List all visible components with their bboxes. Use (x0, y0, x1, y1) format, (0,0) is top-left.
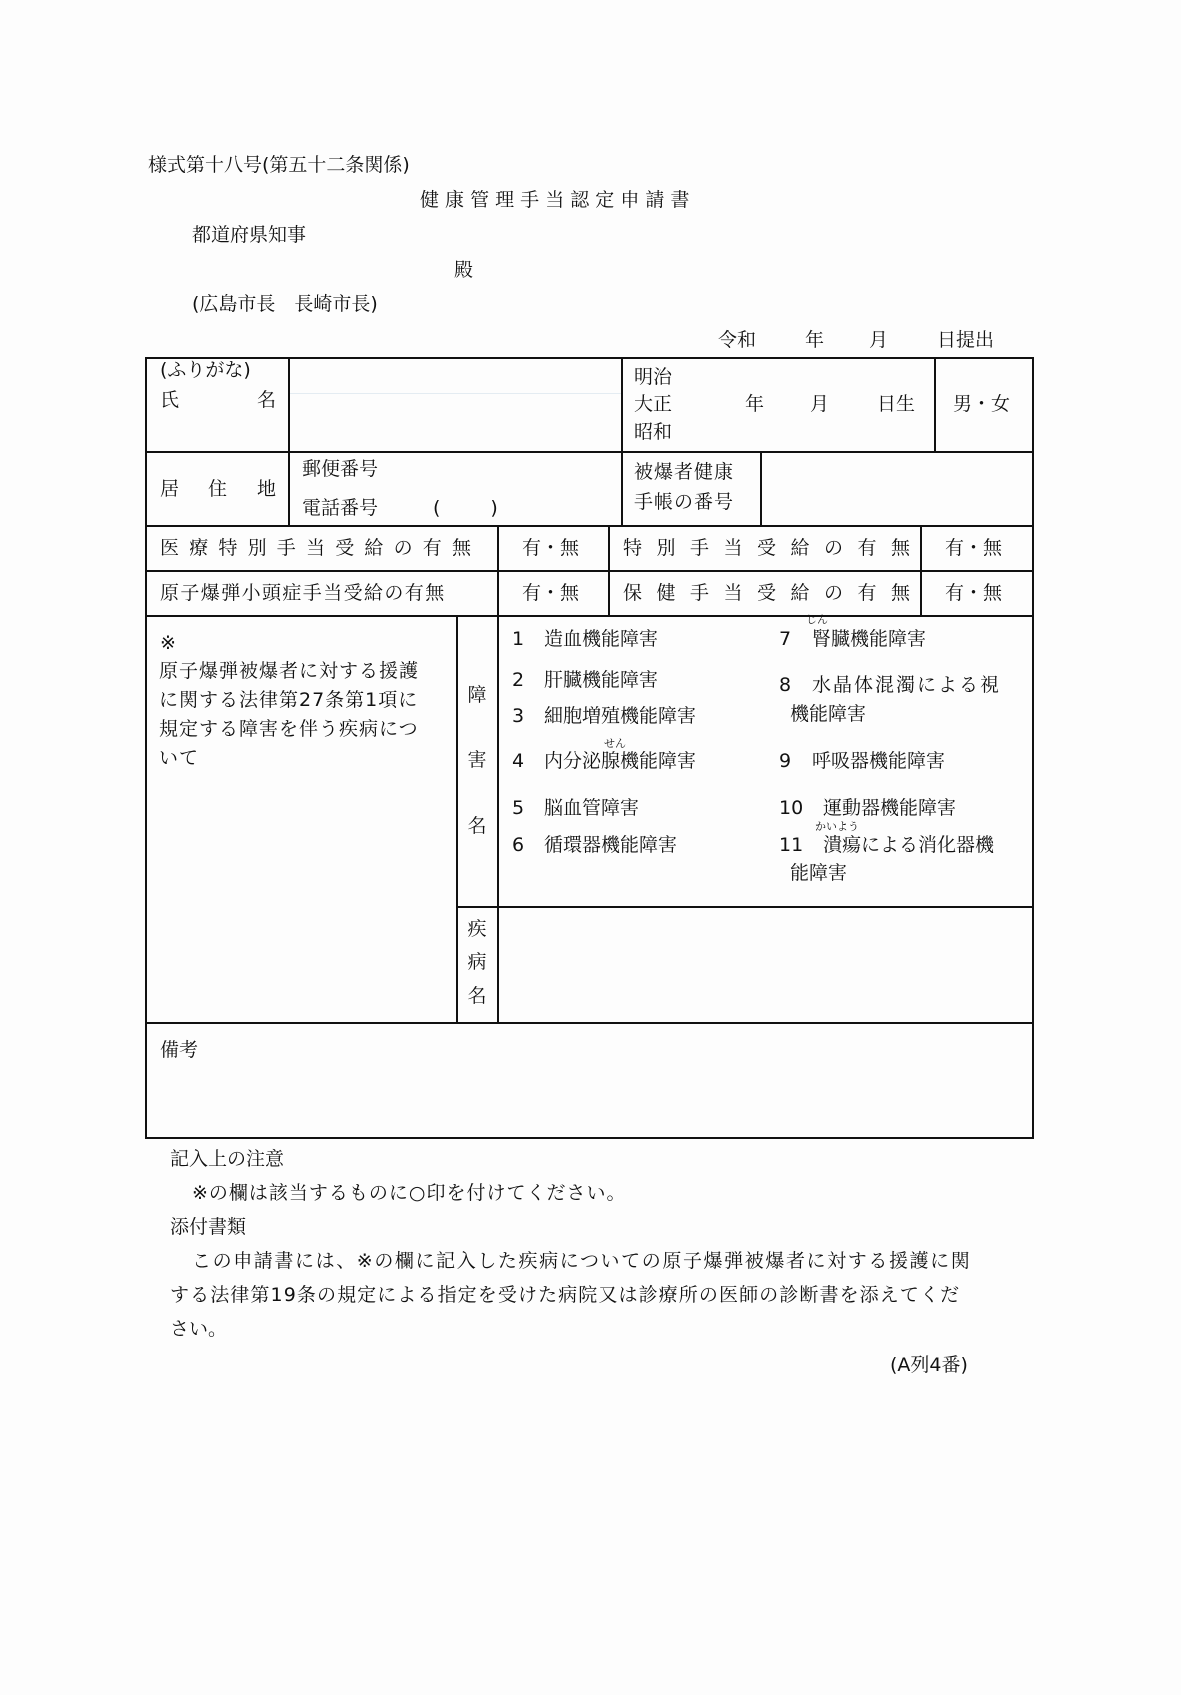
disorder-number: 10 (779, 797, 804, 819)
row-divider (145, 615, 1034, 617)
col-divider (456, 615, 458, 1023)
addressee-alt: (広島市長 長崎市長) (192, 293, 378, 315)
disorder-name: 細胞増殖機能障害 (544, 705, 697, 727)
caution-heading: 記入上の注意 (170, 1148, 285, 1170)
disorder-name: 潰瘍による消化器機 (823, 834, 995, 856)
honorific: 殿 (454, 259, 474, 281)
row-divider (145, 1022, 1034, 1024)
disorder-number: 7 (779, 628, 792, 650)
disorder-number: 5 (512, 797, 525, 819)
row-divider (145, 525, 1034, 527)
attachments-text-line: する法律第19条の規定による指定を受けた病院又は診療所の医師の診断書を添えてくだ (170, 1284, 961, 1306)
document-title: 健 康 管 理 手 当 認 定 申 請 書 (420, 189, 690, 211)
birth-day-label: 日生 (877, 393, 916, 415)
name-label-2: 名 (257, 389, 277, 411)
col-divider (934, 357, 936, 452)
phone-label: 電話番号 (302, 497, 379, 519)
handbook-number-field[interactable] (764, 455, 1030, 523)
paper-size-note: (A列4番) (890, 1354, 968, 1376)
disorder-number: 4 (512, 750, 525, 772)
attachments-heading: 添付書類 (170, 1216, 247, 1238)
phone-area-code-field[interactable]: ( ) (433, 497, 502, 519)
col-divider (497, 615, 499, 1023)
address-label-1: 居 (160, 478, 180, 500)
disorder-label-char: 障 (467, 684, 487, 706)
furigana-label: (ふりがな) (160, 359, 251, 381)
disorder-ruby: せん (604, 737, 626, 750)
birth-month-label: 月 (810, 393, 830, 415)
disorder-ruby: かいよう (815, 820, 859, 833)
caution-text: ※の欄は該当するものに○印を付けてください。 (192, 1182, 627, 1204)
asterisk-mark: ※ (160, 632, 176, 654)
disease-description-line: 原子爆弾被爆者に対する援護 (159, 660, 420, 682)
disease-description-line: いて (159, 747, 200, 769)
special-allowance-label: 特別手当受給の有無 (623, 537, 925, 559)
medical-special-allowance-options[interactable]: 有・無 (522, 537, 580, 559)
name-label-1: 氏 (160, 389, 180, 411)
illness-label-char: 疾 (467, 918, 487, 940)
col-divider (497, 525, 499, 616)
col-divider (608, 525, 610, 616)
era-taisho[interactable]: 大正 (634, 393, 673, 415)
health-allowance-label: 保健手当受給の有無 (623, 582, 925, 604)
disorder-name: 呼吸器機能障害 (812, 750, 946, 772)
address-label-2: 住 (208, 478, 228, 500)
disease-description-line: 規定する障害を伴う疾病につ (159, 718, 419, 740)
remarks-field[interactable] (149, 1065, 1029, 1135)
postal-code-label: 郵便番号 (302, 458, 379, 480)
disorder-name: 造血機能障害 (544, 628, 659, 650)
disorder-number: 3 (512, 705, 525, 727)
col-divider (760, 451, 762, 526)
birth-year-label: 年 (745, 393, 765, 415)
disease-description-line: に関する法律第27条第1項に (159, 689, 419, 711)
col-divider (621, 357, 623, 526)
handbook-label-2: 手帳の番号 (634, 491, 735, 513)
table-border-top (145, 357, 1034, 359)
col-divider (288, 357, 290, 526)
row-divider (145, 451, 1034, 453)
date-era: 令和 (718, 329, 757, 351)
row-divider (457, 906, 1034, 908)
disorder-name: 内分泌腺機能障害 (544, 750, 697, 772)
address-label-3: 地 (257, 478, 277, 500)
disorder-number: 2 (512, 669, 525, 691)
name-field[interactable] (292, 360, 618, 449)
disorder-label-char: 名 (467, 815, 487, 837)
disorder-name: 脳血管障害 (544, 797, 640, 819)
remarks-label: 備考 (160, 1039, 199, 1061)
disorder-name: 腎臓機能障害 (812, 628, 927, 650)
illness-label-char: 病 (467, 951, 487, 973)
disorder-number: 9 (779, 750, 792, 772)
disorder-label-char: 害 (467, 749, 487, 771)
date-day-submitted-label: 日提出 (937, 329, 995, 351)
microcephaly-allowance-options[interactable]: 有・無 (522, 582, 580, 604)
form-number: 様式第十八号(第五十二条関係) (148, 154, 410, 176)
illness-label-char: 名 (467, 985, 487, 1007)
addressee: 都道府県知事 (192, 224, 307, 246)
era-meiji[interactable]: 明治 (634, 366, 673, 388)
disorder-number: 8 (779, 674, 792, 696)
disorder-number: 6 (512, 834, 525, 856)
disorder-name: 循環器機能障害 (544, 834, 678, 856)
disorder-number: 1 (512, 628, 525, 650)
date-year-label: 年 (805, 329, 825, 351)
attachments-text-line: さい。 (170, 1318, 228, 1340)
date-month-label: 月 (869, 329, 889, 351)
row-divider (145, 570, 1034, 572)
disorder-number: 11 (779, 834, 804, 856)
disorder-name-continued: 能障害 (790, 862, 848, 884)
health-allowance-options[interactable]: 有・無 (945, 582, 1003, 604)
handbook-label-1: 被爆者健康 (634, 461, 735, 483)
sex-options[interactable]: 男・女 (953, 393, 1011, 415)
disorder-name: 運動器機能障害 (823, 797, 957, 819)
medical-special-allowance-label: 医療特別手当受給の有無 (160, 537, 482, 559)
disorder-ruby: じん (806, 613, 828, 626)
disorder-name: 水晶体混濁による視 (812, 674, 1002, 696)
microcephaly-allowance-label: 原子爆弾小頭症手当受給の有無 (160, 582, 446, 604)
era-showa[interactable]: 昭和 (634, 421, 673, 443)
illness-name-field[interactable] (501, 910, 1030, 1020)
disorder-name: 肝臓機能障害 (544, 669, 659, 691)
special-allowance-options[interactable]: 有・無 (945, 537, 1003, 559)
attachments-text-line: この申請書には、※の欄に記入した疾病についての原子爆弾被爆者に対する援護に関 (192, 1250, 972, 1272)
disorder-name-continued: 機能障害 (790, 703, 867, 725)
table-border-bottom (145, 1137, 1034, 1139)
